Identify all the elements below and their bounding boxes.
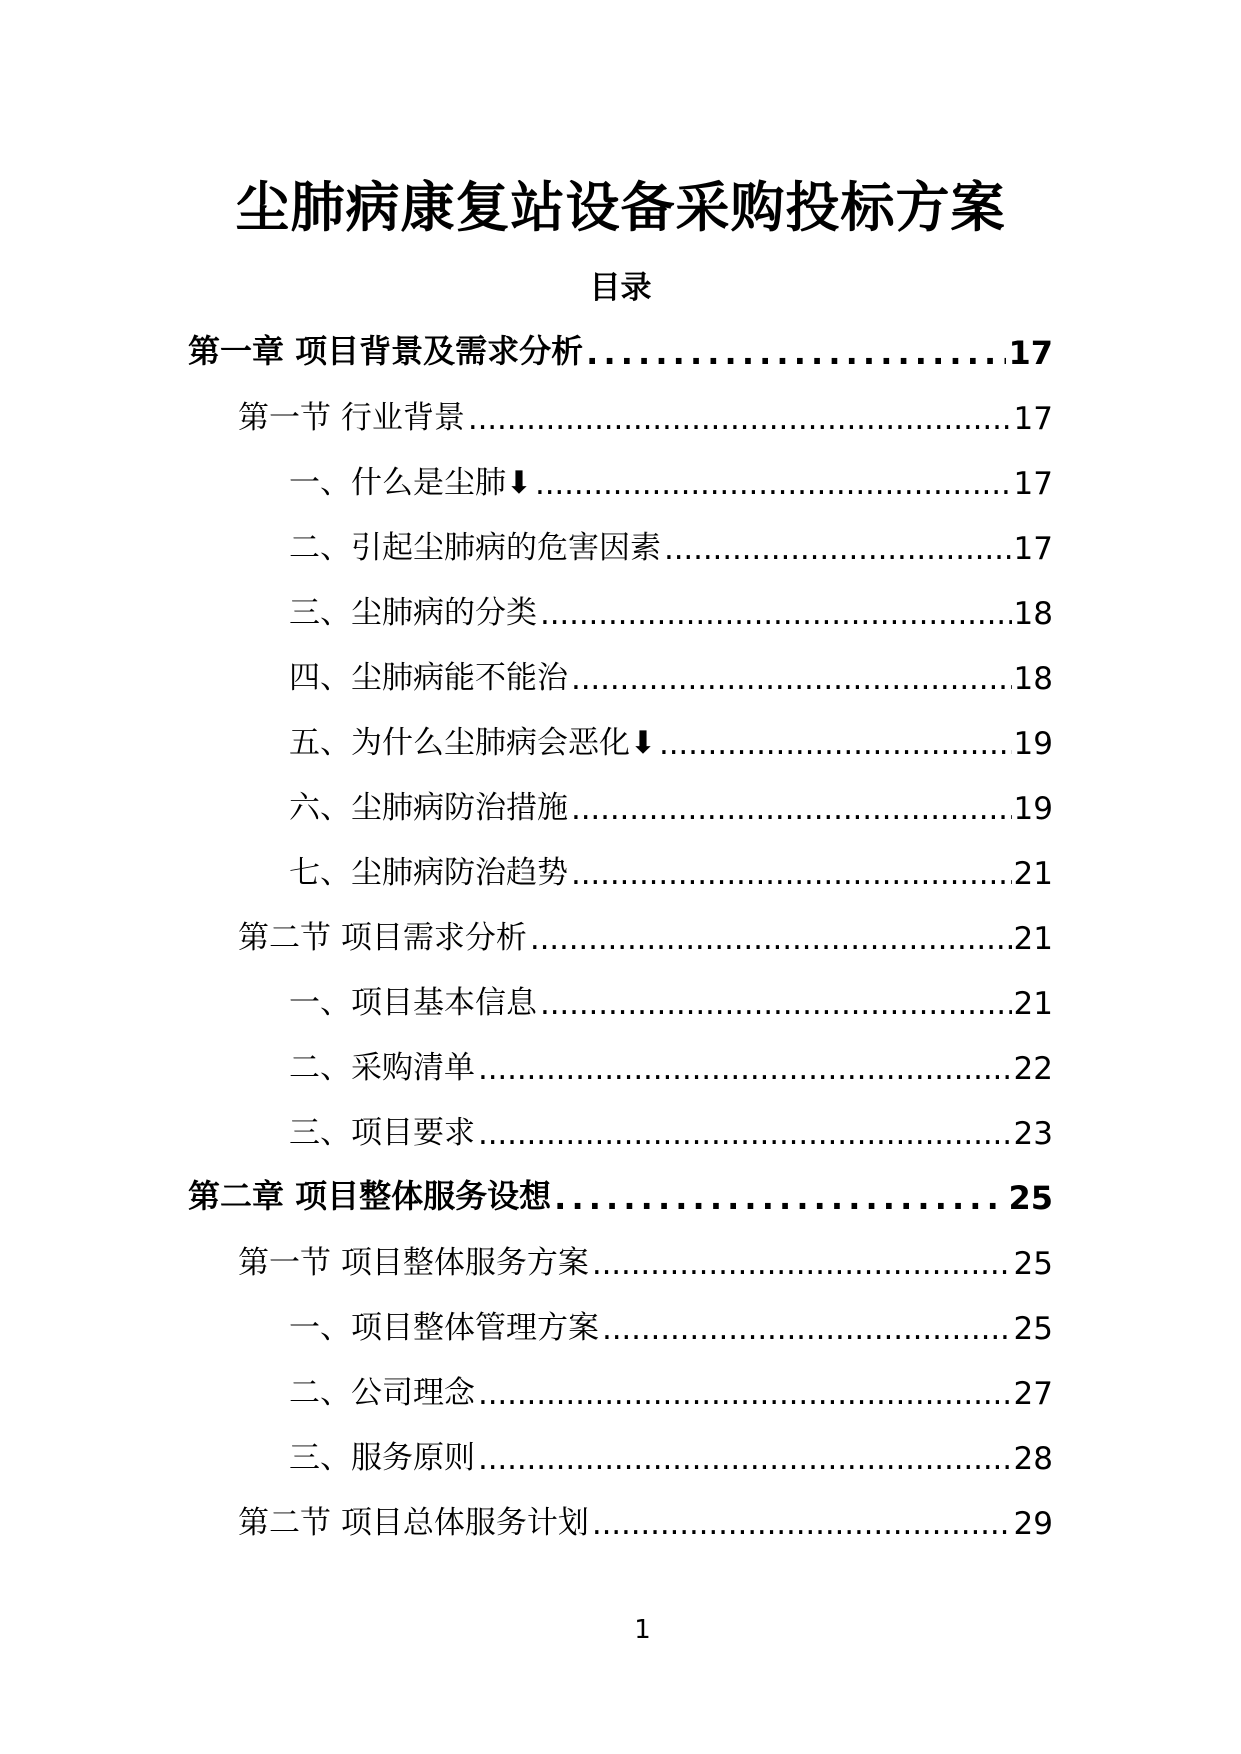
- toc-leader-dots: [602, 1311, 1012, 1347]
- toc-entry-section[interactable]: [238, 1492, 1053, 1542]
- toc-leader-dots: [592, 1246, 1012, 1282]
- toc-entry-label: 二、引起尘肺病的危害因素: [289, 530, 661, 566]
- toc-entry-label: 三、项目要求: [289, 1115, 475, 1151]
- toc-entry-page: 27: [1013, 1376, 1053, 1412]
- toc-entry-label: 七、尘肺病防治趋势: [289, 855, 568, 891]
- toc-entry-page: 18: [1013, 596, 1053, 632]
- toc-leader-dots: [478, 1441, 1012, 1477]
- toc-entry-chapter-1[interactable]: [188, 322, 1053, 372]
- toc-leader-dots: [478, 1051, 1012, 1087]
- toc-entry-subsection[interactable]: [289, 582, 1053, 632]
- toc-entry-label: 一、什么是尘肺⬇: [289, 465, 532, 501]
- toc-entry-page: 22: [1013, 1051, 1053, 1087]
- toc-entry-subsection[interactable]: [289, 517, 1053, 567]
- toc-entry-subsection[interactable]: [289, 972, 1053, 1022]
- toc-entry-subsection[interactable]: [289, 1297, 1053, 1347]
- toc-entry-page: 25: [1013, 1246, 1053, 1282]
- toc-entry-label: 六、尘肺病防治措施: [289, 790, 568, 826]
- toc-entry-label: 第一章 项目背景及需求分析: [188, 332, 584, 370]
- toc-entry-page: 28: [1013, 1441, 1053, 1477]
- toc-entry-label: 二、采购清单: [289, 1050, 475, 1086]
- toc-leader-dots: [571, 791, 1012, 827]
- toc-leader-dots: [554, 1179, 1006, 1217]
- toc-entry-page: 25: [1008, 1179, 1053, 1217]
- toc-leader-dots: [530, 921, 1012, 957]
- toc-leader-dots: [659, 726, 1012, 762]
- toc-leader-dots: [586, 334, 1006, 372]
- toc-entry-subsection[interactable]: [289, 1362, 1053, 1412]
- toc-entry-label: 第二节 项目总体服务计划: [238, 1505, 589, 1541]
- toc-entry-label: 三、尘肺病的分类: [289, 595, 537, 631]
- toc-entry-label: 二、公司理念: [289, 1375, 475, 1411]
- toc-leader-dots: [540, 596, 1012, 632]
- toc-entry-page: 18: [1013, 661, 1053, 697]
- page-number: 1: [634, 1615, 651, 1645]
- toc-leader-dots: [478, 1376, 1012, 1412]
- toc-entry-page: 17: [1013, 466, 1053, 502]
- toc-entry-section[interactable]: [238, 387, 1053, 437]
- toc-entry-subsection[interactable]: [289, 1102, 1053, 1152]
- toc-entry-page: 29: [1013, 1506, 1053, 1542]
- toc-entry-label: 四、尘肺病能不能治: [289, 660, 568, 696]
- toc-entry-label: 五、为什么尘肺病会恶化⬇: [289, 725, 656, 761]
- toc-entry-subsection[interactable]: [289, 647, 1053, 697]
- toc-leader-dots: [571, 661, 1012, 697]
- toc-entry-label: 第二节 项目需求分析: [238, 920, 527, 956]
- toc-entry-subsection[interactable]: [289, 1037, 1053, 1087]
- toc-entry-page: 19: [1013, 791, 1053, 827]
- toc-entry-section[interactable]: [238, 907, 1053, 957]
- toc-entry-section[interactable]: [238, 1232, 1053, 1282]
- toc-entry-label: 第一节 项目整体服务方案: [238, 1245, 589, 1281]
- toc-leader-dots: [592, 1506, 1012, 1542]
- toc-entry-label: 第一节 行业背景: [238, 400, 465, 436]
- toc-entry-page: 19: [1013, 726, 1053, 762]
- toc-entry-page: 17: [1008, 334, 1053, 372]
- toc-entry-page: 23: [1013, 1116, 1053, 1152]
- toc-heading: 目录: [589, 270, 652, 306]
- toc-entry-label: 第二章 项目整体服务设想: [188, 1177, 552, 1215]
- toc-entry-subsection[interactable]: [289, 777, 1053, 827]
- toc-entry-page: 17: [1013, 401, 1053, 437]
- toc-leader-dots: [478, 1116, 1012, 1152]
- document-title: 尘肺病康复站设备采购投标方案: [235, 176, 1006, 239]
- toc-entry-page: 21: [1013, 921, 1053, 957]
- toc-entry-page: 17: [1013, 531, 1053, 567]
- toc-entry-subsection[interactable]: [289, 1427, 1053, 1477]
- toc-entry-label: 一、项目基本信息: [289, 985, 537, 1021]
- toc-entry-page: 21: [1013, 856, 1053, 892]
- toc-entry-page: 21: [1013, 986, 1053, 1022]
- toc-leader-dots: [535, 466, 1012, 502]
- toc-leader-dots: [468, 401, 1012, 437]
- toc-entry-subsection[interactable]: [289, 452, 1053, 502]
- toc-entry-page: 25: [1013, 1311, 1053, 1347]
- toc-leader-dots: [664, 531, 1012, 567]
- toc-entry-label: 三、服务原则: [289, 1440, 475, 1476]
- toc-entry-subsection[interactable]: [289, 842, 1053, 892]
- toc-entry-label: 一、项目整体管理方案: [289, 1310, 599, 1346]
- toc-leader-dots: [571, 856, 1012, 892]
- toc-entry-subsection[interactable]: [289, 712, 1053, 762]
- toc-leader-dots: [540, 986, 1012, 1022]
- toc-entry-chapter-2[interactable]: [188, 1167, 1053, 1217]
